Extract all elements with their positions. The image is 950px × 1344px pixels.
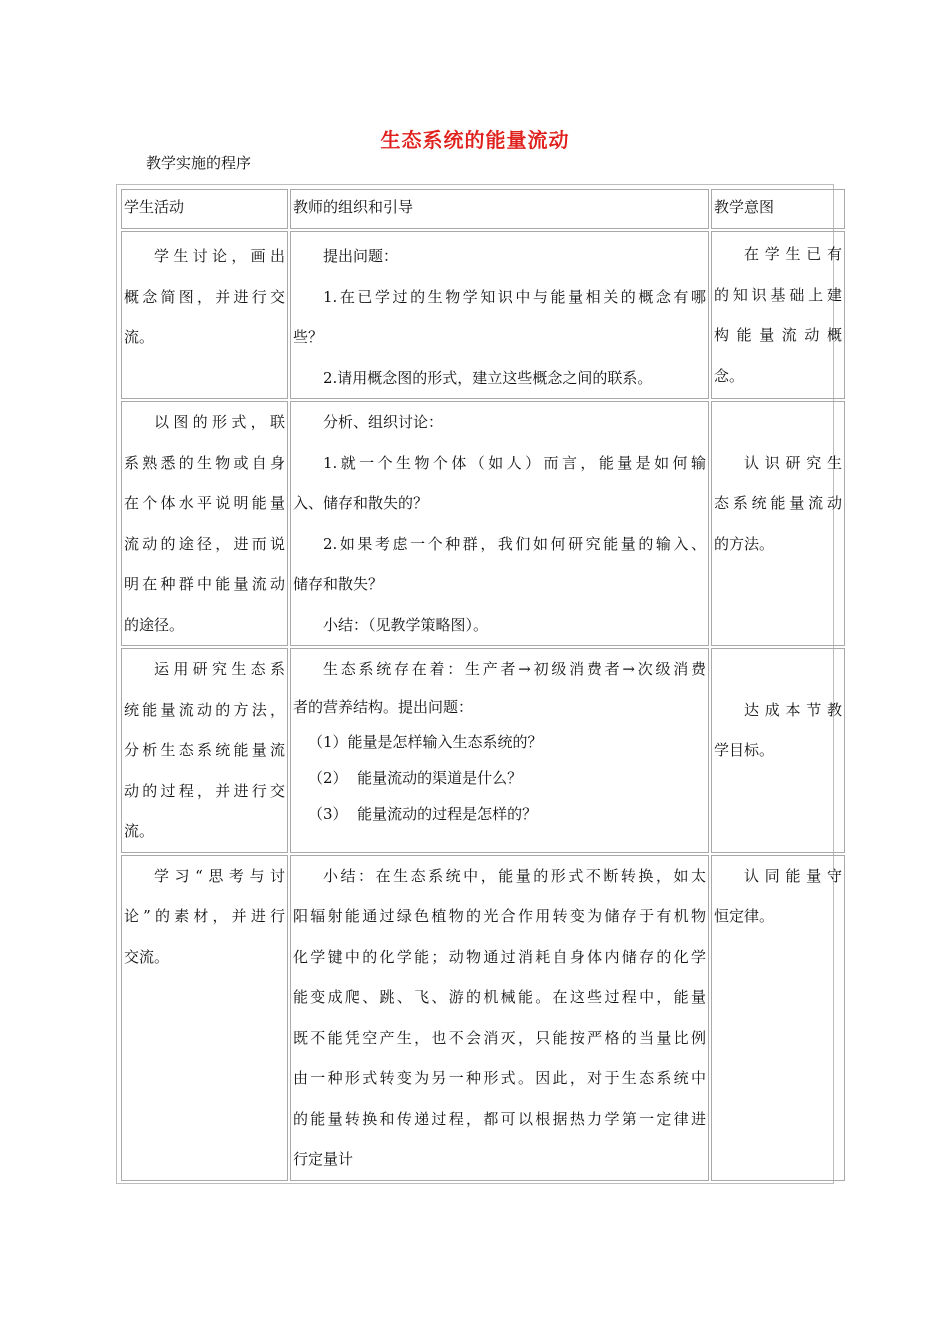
cell-line: 统能量流动的方法， bbox=[124, 700, 285, 719]
cell-line: 恒定律。 bbox=[714, 907, 775, 925]
teaching-intent-cell bbox=[711, 401, 845, 646]
cell-line: （3） 能量流动的过程是怎样的？ bbox=[308, 804, 538, 823]
student-activity-cell bbox=[121, 231, 288, 399]
teacher-guidance-cell bbox=[290, 401, 709, 646]
cell-line: 分析生态系统能量流 bbox=[124, 741, 285, 759]
cell-line: （2） 能量流动的渠道是什么？ bbox=[308, 768, 523, 787]
cell-line: 流动的途径，进而说 bbox=[124, 534, 285, 553]
cell-line: 动的过程，并进行交 bbox=[124, 781, 285, 800]
cell-line: 既不能凭空产生，也不会消灭，只能按严格的当量比例 bbox=[293, 1028, 706, 1047]
cell-line: 达成本节教 bbox=[744, 700, 842, 719]
cell-line: 行定量计 bbox=[293, 1150, 354, 1168]
cell-line: 1.就一个生物个体（如人）而言，能量是如何输 bbox=[323, 453, 706, 472]
teacher-guidance-cell bbox=[290, 648, 709, 853]
cell-line: 态系统能量流动 bbox=[714, 494, 842, 512]
cell-line: 储存和散失？ bbox=[293, 575, 384, 593]
cell-line: 生态系统存在着：生产者→初级消费者→次级消费 bbox=[323, 660, 706, 678]
cell-line: 运用研究生态系 bbox=[154, 660, 285, 678]
cell-line: 者的营养结构。提出问题： bbox=[293, 697, 474, 716]
cell-line: 明在种群中能量流动 bbox=[124, 575, 285, 593]
cell-line: 学习“思考与讨 bbox=[154, 866, 285, 885]
cell-line: 的方法。 bbox=[714, 534, 775, 553]
cell-line: 2.请用概念图的形式，建立这些概念之间的联系。 bbox=[323, 368, 653, 387]
cell-line: 学生讨论，画出 bbox=[154, 247, 285, 265]
cell-line: 的知识基础上建 bbox=[714, 285, 842, 304]
teaching-intent-cell bbox=[711, 855, 845, 1181]
cell-line: 小结：在生态系统中，能量的形式不断转换，如太 bbox=[323, 866, 706, 885]
header-student-activity: 学生活动 bbox=[121, 189, 288, 229]
cell-line: 以图的形式，联 bbox=[154, 413, 285, 431]
section-subtitle: 教学实施的程序 bbox=[146, 154, 252, 172]
cell-line: 能变成爬、跳、飞、游的机械能。在这些过程中，能量 bbox=[293, 988, 706, 1006]
cell-line: 些？ bbox=[293, 328, 324, 346]
cell-line: 入、储存和散失的？ bbox=[293, 494, 429, 512]
cell-line: 化学键中的化学能；动物通过消耗自身体内储存的化学 bbox=[293, 947, 706, 966]
table-row bbox=[121, 231, 845, 399]
cell-line: 的途径。 bbox=[124, 615, 185, 634]
lesson-table bbox=[119, 187, 847, 1183]
cell-line: 分析、组织讨论： bbox=[323, 413, 444, 431]
cell-line: 论”的素材，并进行 bbox=[124, 907, 285, 925]
cell-line: 流。 bbox=[124, 328, 155, 346]
cell-line: 1.在已学过的生物学知识中与能量相关的概念有哪 bbox=[323, 287, 706, 306]
cell-line: 小结：（见教学策略图）。 bbox=[323, 615, 489, 634]
student-activity-cell bbox=[121, 401, 288, 646]
student-activity-cell bbox=[121, 648, 288, 853]
cell-line: 构能量流动概 bbox=[714, 326, 842, 344]
cell-line: 的能量转换和传递过程，都可以根据热力学第一定律进 bbox=[293, 1109, 706, 1128]
page-title: 生态系统的能量流动 bbox=[380, 128, 570, 152]
cell-line: 学目标。 bbox=[714, 741, 775, 759]
cell-line: 念。 bbox=[714, 366, 745, 385]
table-row bbox=[121, 855, 845, 1181]
table-header-row bbox=[121, 189, 845, 229]
table-row bbox=[121, 648, 845, 853]
cell-line: 系熟悉的生物或自身 bbox=[124, 453, 285, 472]
cell-line: 在个体水平说明能量 bbox=[124, 494, 285, 512]
table-row bbox=[121, 401, 845, 646]
cell-line: 流。 bbox=[124, 822, 155, 840]
teaching-intent-cell bbox=[711, 648, 845, 853]
header-teacher-guidance: 教师的组织和引导 bbox=[290, 189, 709, 229]
cell-line: 阳辐射能通过绿色植物的光合作用转变为储存于有机物 bbox=[293, 907, 706, 925]
cell-line: 概念简图，并进行交 bbox=[124, 287, 285, 306]
cell-line: 在学生已有 bbox=[744, 245, 842, 263]
header-teaching-intent: 教学意图 bbox=[711, 189, 845, 229]
cell-line: 由一种形式转变为另一种形式。因此，对于生态系统中 bbox=[293, 1069, 706, 1087]
student-activity-cell bbox=[121, 855, 288, 1181]
cell-line: （1）能量是怎样输入生态系统的？ bbox=[308, 732, 543, 751]
cell-line: 交流。 bbox=[124, 947, 170, 966]
teacher-guidance-cell bbox=[290, 855, 709, 1181]
teacher-guidance-cell bbox=[290, 231, 709, 399]
cell-line: 认同能量守 bbox=[744, 866, 842, 885]
cell-line: 2.如果考虑一个种群，我们如何研究能量的输入、 bbox=[323, 534, 706, 553]
teaching-intent-cell bbox=[711, 231, 845, 399]
lesson-table-frame bbox=[116, 184, 842, 1184]
cell-line: 认识研究生 bbox=[744, 453, 842, 472]
cell-line: 提出问题： bbox=[323, 247, 399, 265]
